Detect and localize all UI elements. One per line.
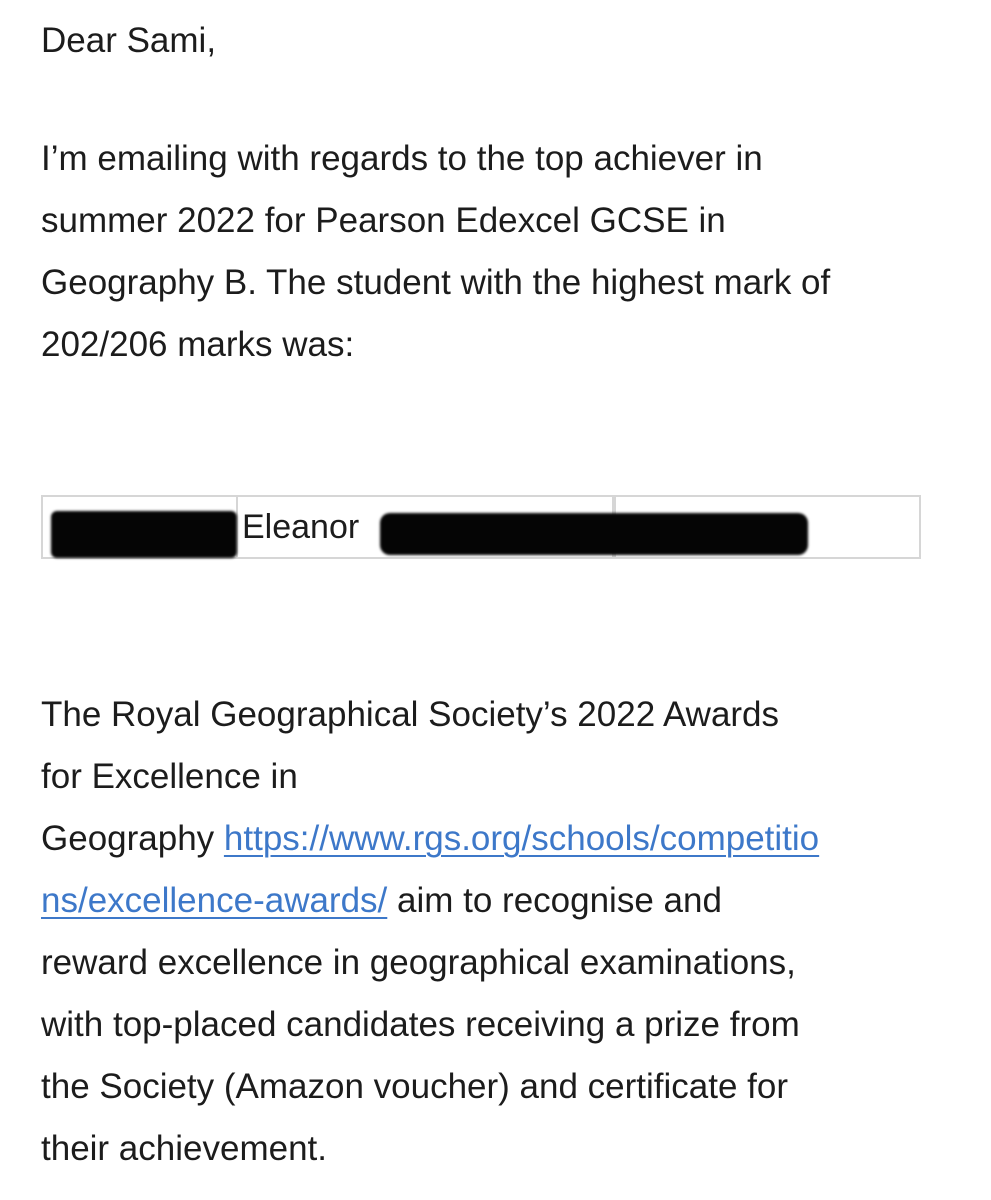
awards-line: reward excellence in geographical examinations, xyxy=(41,943,796,982)
intro-line: 202/206 marks was: xyxy=(41,325,355,364)
awards-line xyxy=(41,808,819,870)
awards-paragraph xyxy=(41,684,819,1180)
student-first-name: Eleanor xyxy=(242,507,360,546)
intro-line: summer 2022 for Pearson Edexcel GCSE in xyxy=(41,201,726,240)
awards-line: for Excellence in xyxy=(41,757,298,796)
awards-line: their achievement. xyxy=(41,1129,327,1168)
awards-line: with top-placed candidates receiving a prize from xyxy=(41,1005,800,1044)
intro-line: Geography B. The student with the highest mark of xyxy=(41,263,831,302)
rgs-awards-link[interactable]: https://www.rgs.org/schools/competitio xyxy=(223,819,820,858)
awards-line-text: Geography xyxy=(41,819,224,858)
intro-line: I’m emailing with regards to the top achiever in xyxy=(41,139,763,178)
awards-line: the Society (Amazon voucher) and certificate for xyxy=(41,1067,789,1106)
awards-line xyxy=(41,870,819,932)
rgs-awards-link-continued[interactable]: ns/excellence-awards/ xyxy=(41,881,388,920)
intro-paragraph xyxy=(41,128,830,376)
awards-line: The Royal Geographical Society’s 2022 Awards xyxy=(41,695,780,734)
awards-line-text: aim to recognise and xyxy=(387,881,722,920)
redaction-mark xyxy=(380,513,808,555)
redaction-mark xyxy=(51,511,237,558)
greeting: Dear Sami, xyxy=(41,21,217,60)
